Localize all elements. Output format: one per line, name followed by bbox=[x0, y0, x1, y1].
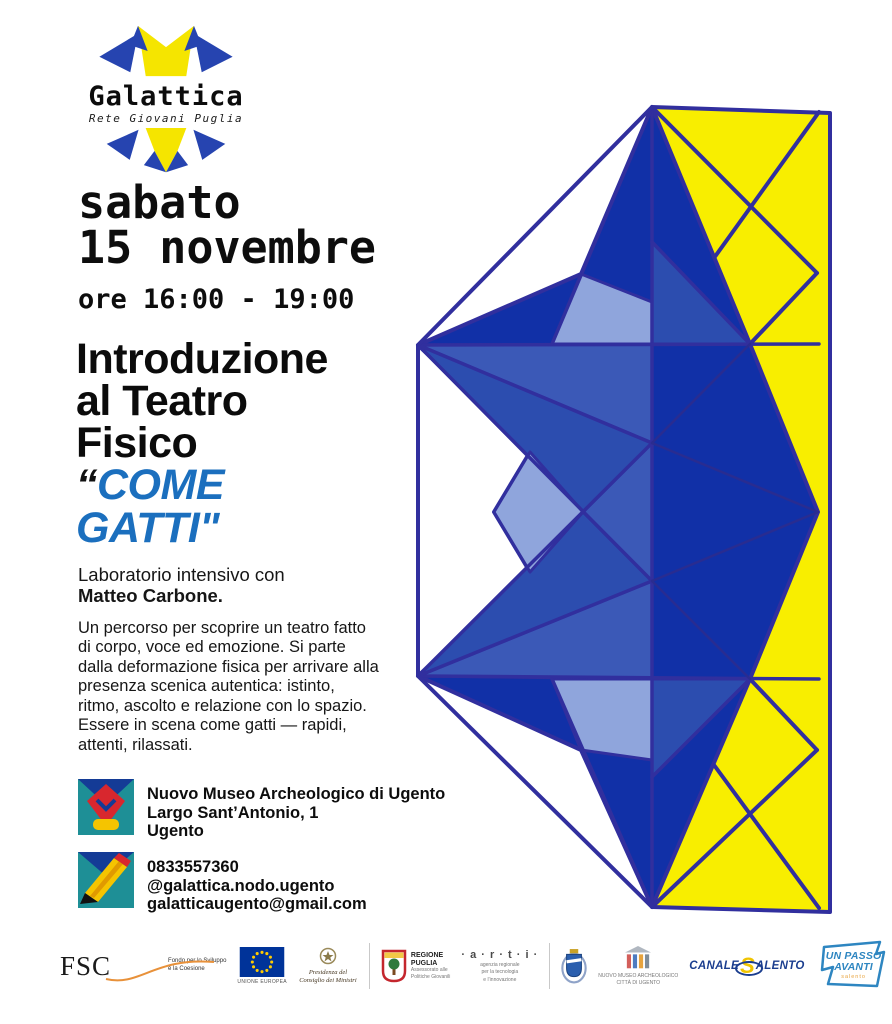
workshop-description: Un percorso per scoprire un teatro fatto di corpo, voce ed emozione. Si parte dalla deformazione fisica per arrivare alla presenza scenica autentica: istinto, ritmo, ascolto e relazione con lo spazio. Essere in scena come gatti — rapidi, attenti, rilassati. bbox=[78, 619, 379, 754]
logo-citta-di-ugento bbox=[561, 948, 587, 984]
location-pin-icon bbox=[78, 779, 134, 835]
event-date: 15 novembre bbox=[78, 221, 377, 274]
footer-divider bbox=[549, 943, 550, 989]
logo-tagline: Rete Giovani Puglia bbox=[88, 112, 244, 125]
event-datetime bbox=[78, 176, 377, 315]
museum-columns-icon bbox=[624, 946, 652, 972]
canale-salento-s-icon: S bbox=[740, 953, 755, 979]
logo-regione-puglia: REGIONE PUGLIA Assessorato alle Politiche Giovanili bbox=[381, 949, 450, 983]
partner-logos-bar bbox=[60, 936, 882, 996]
event-day: sabato bbox=[78, 176, 241, 229]
logo-museo-ugento: NUOVO MUSEO ARCHEOLOGICO CITTÀ DI UGENTO bbox=[598, 946, 678, 987]
event-time: ore 16:00 - 19:00 bbox=[78, 284, 355, 315]
event-subtitle-line1: “COME bbox=[76, 461, 224, 510]
regione-puglia-shield-icon bbox=[381, 949, 407, 983]
galattica-logo bbox=[68, 22, 264, 179]
event-title: Introduzione al Teatro Fisico “COME GATTI" bbox=[76, 335, 328, 552]
venue-city: Ugento bbox=[147, 822, 204, 841]
footer-divider bbox=[369, 943, 370, 989]
logo-arti: · a · r · t · i · agenzia regionale per la tecnologia e l’innovazione bbox=[461, 949, 539, 983]
logo-wordmark: Galattica bbox=[88, 81, 244, 112]
logo-fsc: FSC Fondo per lo Sviluppo e la Coesione bbox=[60, 951, 226, 982]
event-subtitle-line2: GATTI" bbox=[76, 503, 220, 552]
contact-info bbox=[78, 852, 367, 914]
venue-address: Largo Sant’Antonio, 1 bbox=[147, 803, 319, 822]
speaker-name: Matteo Carbone. bbox=[78, 585, 223, 607]
fsc-curve-icon bbox=[104, 955, 216, 985]
galattica-star-top-icon bbox=[91, 22, 241, 78]
email-address: galatticaugento@gmail.com bbox=[147, 895, 367, 914]
logo-unione-europea: UNIONE EUROPEA bbox=[237, 947, 287, 985]
location-info bbox=[78, 779, 445, 841]
logo-un-passo-avanti: UN PASSO AVANTI salento bbox=[816, 939, 892, 993]
eu-flag-icon bbox=[239, 947, 285, 977]
galattica-star-bottom-icon bbox=[91, 128, 241, 174]
venue-name: Nuovo Museo Archeologico di Ugento bbox=[147, 785, 446, 803]
contact-text bbox=[147, 852, 367, 914]
logo-canale-salento: CANALE S ALENTO bbox=[689, 953, 805, 979]
ugento-crest-icon bbox=[561, 948, 587, 984]
logo-presidenza-consiglio: Presidenza del Consiglio dei Ministri bbox=[298, 947, 358, 985]
phone-number: 0833557360 bbox=[147, 858, 239, 876]
instagram-handle: @galattica.nodo.ugento bbox=[147, 876, 335, 895]
location-text bbox=[147, 779, 445, 841]
pencil-icon bbox=[78, 852, 134, 908]
workshop-intro: Laboratorio intensivo con Matteo Carbone. bbox=[78, 564, 285, 607]
presidenza-emblem-icon bbox=[318, 947, 338, 967]
